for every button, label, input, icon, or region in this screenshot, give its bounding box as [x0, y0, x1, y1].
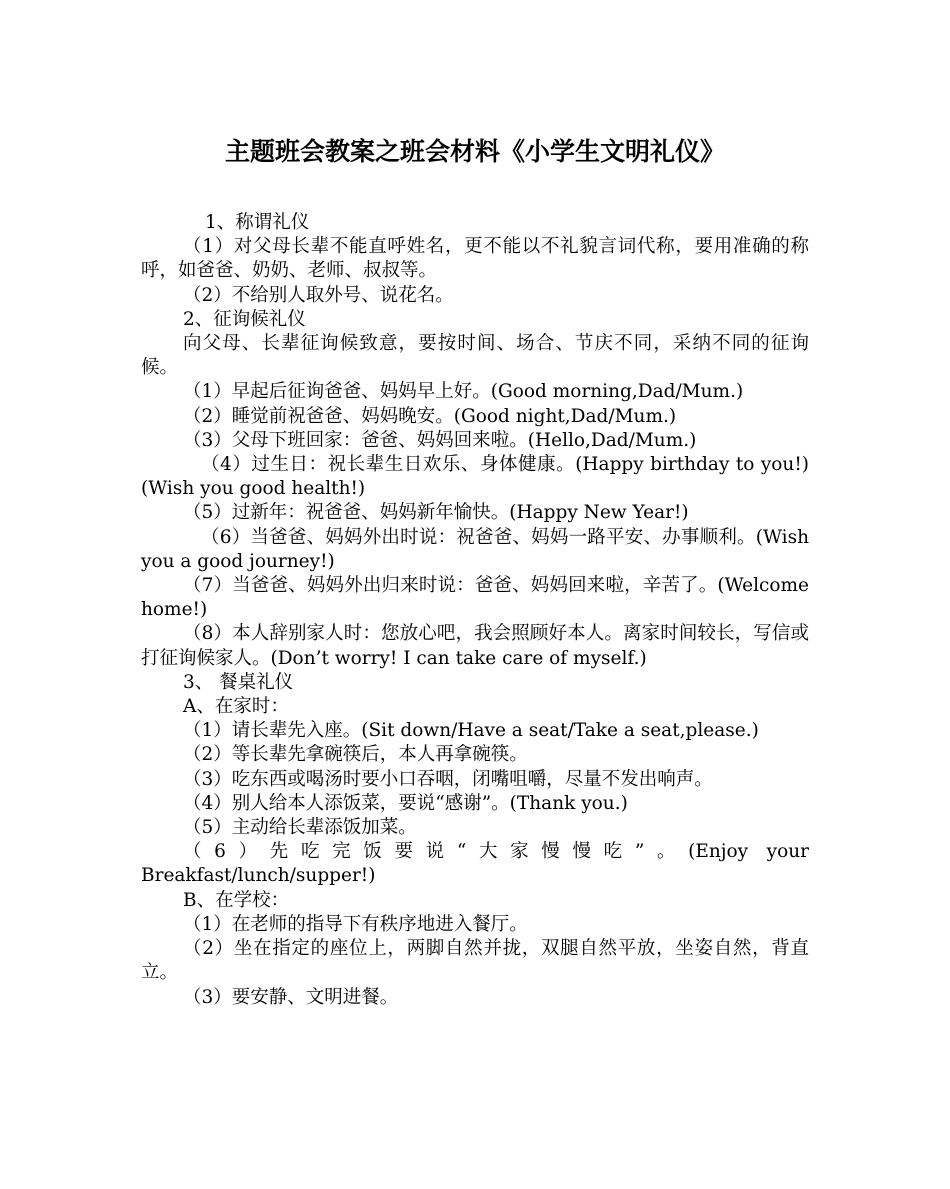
- section-heading-table-etiquette: 3、 餐桌礼仪: [183, 671, 294, 693]
- paragraph: （4）别人给本人添饭菜，要说“感谢”。(Thank you.): [183, 792, 628, 814]
- section-heading-greeting-etiquette: 2、征询候礼仪: [183, 308, 306, 330]
- paragraph: （3）父母下班回家：爸爸、妈妈回来啦。(Hello,Dad/Mum.): [183, 429, 697, 451]
- paragraph: （5）过新年：祝爸爸、妈妈新年愉快。(Happy New Year!): [183, 502, 689, 524]
- paragraph: （1）对父母长辈不能直呼姓名，更不能以不礼貌言词代称，要用准确的称呼，如爸爸、奶奶、老师、叔叔等。: [141, 236, 809, 282]
- paragraph: （3）吃东西或喝汤时要小口吞咽，闭嘴咀嚼，尽量不发出响声。: [183, 768, 713, 790]
- paragraph: （2）不给别人取外号、说花名。: [183, 284, 454, 306]
- subsection-heading-at-home: A、在家时：: [183, 696, 289, 718]
- paragraph: （1）早起后征询爸爸、妈妈早上好。(Good morning,Dad/Mum.): [183, 381, 744, 403]
- paragraph: （3）要安静、文明进餐。: [183, 986, 399, 1008]
- section-heading-address-etiquette: 1、称谓礼仪: [205, 212, 310, 233]
- subsection-heading-at-school: B、在学校：: [183, 889, 290, 911]
- paragraph: （8）本人辞别家人时：您放心吧，我会照顾好本人。离家时间较长，写信或打征询候家人。(Don’t worry! I can take care of myself.): [141, 623, 809, 669]
- paragraph: （7）当爸爸、妈妈外出归来时说：爸爸、妈妈回来啦，辛苦了。(Welcome home!): [141, 575, 809, 621]
- paragraph: （2）坐在指定的座位上，两脚自然并拢，双腿自然平放，坐姿自然，背直立。: [141, 938, 809, 984]
- paragraph: （1）请长辈先入座。(Sit down/Have a seat/Take a seat,please.): [183, 720, 759, 742]
- document-body: [141, 211, 809, 1010]
- paragraph: （1）在老师的指导下有秩序地进入餐厅。: [183, 913, 528, 935]
- paragraph: （6）先吃完饭要说“大家慢慢吃”。(Enjoy your Breakfast/lunch/supper!): [141, 841, 809, 887]
- page-title: 主题班会教案之班会材料《小学生文明礼仪》: [224, 137, 725, 166]
- paragraph: （5）主动给长辈添饭加菜。: [183, 817, 417, 839]
- paragraph: 向父母、长辈征询候致意，要按时间、场合、节庆不同，采纳不同的征询候。: [141, 333, 809, 379]
- paragraph: （4）过生日：祝长辈生日欢乐、身体健康。(Happy birthday to you!)(Wish you good health!): [141, 454, 809, 500]
- paragraph: （2）等长辈先拿碗筷后，本人再拿碗筷。: [183, 744, 528, 766]
- paragraph: （2）睡觉前祝爸爸、妈妈晚安。(Good night,Dad/Mum.): [183, 405, 677, 427]
- paragraph: （6）当爸爸、妈妈外出时说：祝爸爸、妈妈一路平安、办事顺利。(Wish you a good journey!): [141, 526, 809, 572]
